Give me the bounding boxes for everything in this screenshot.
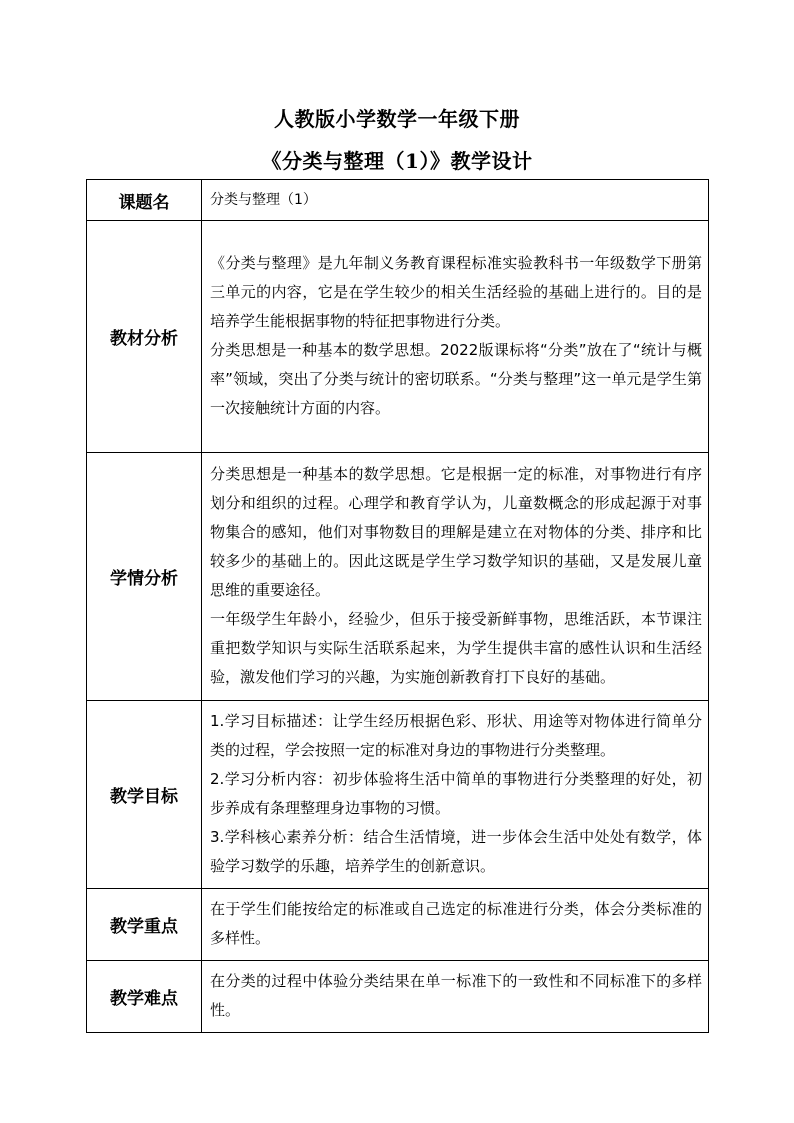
material-analysis-paragraph: 分类思想是一种基本的数学思想。2022版课标将“分类”放在了“统计与概率”领域，突出了分类与统计的密切联系。“分类与整理”这一单元是学生第一次接触统计方面的内容。 — [210, 341, 702, 417]
key-points-value: 在于学生们能按给定的标准或自己选定的标准进行分类，体会分类标准的多样性。 — [202, 889, 709, 961]
table-row-teaching-goals — [87, 701, 709, 889]
topic-label: 课题名 — [87, 180, 202, 221]
table-row-difficult-points — [87, 961, 709, 1033]
topic-value: 分类与整理（1） — [202, 180, 709, 221]
table-row-key-points — [87, 889, 709, 961]
student-analysis-content — [202, 453, 709, 701]
teaching-goal-item: 1.学习目标描述：让学生经历根据色彩、形状、用途等对物体进行简单分类的过程，学会按照一定的标准对身边的事物进行分类整理。 — [210, 712, 702, 759]
teaching-goal-item: 2.学习分析内容：初步体验将生活中简单的事物进行分类整理的好处，初步养成有条理整理身边事物的习惯。 — [210, 770, 702, 817]
key-points-label: 教学重点 — [87, 889, 202, 961]
difficult-points-value: 在分类的过程中体验分类结果在单一标准下的一致性和不同标准下的多样性。 — [202, 961, 709, 1033]
teaching-goals-content — [202, 701, 709, 889]
material-analysis-content — [202, 221, 709, 453]
material-analysis-paragraph: 《分类与整理》是九年制义务教育课程标准实验教科书一年级数学下册第三单元的内容，它是在学生较少的相关生活经验的基础上进行的。目的是培养学生能根据事物的特征把事物进行分类。 — [210, 254, 702, 330]
document-subtitle: 《分类与整理（1）》教学设计 — [261, 149, 533, 173]
difficult-points-label: 教学难点 — [87, 961, 202, 1033]
document-title: 人教版小学数学一年级下册 — [274, 107, 520, 131]
teaching-goal-item: 3.学科核心素养分析：结合生活情境，进一步体会生活中处处有数学，体验学习数学的乐趣，培养学生的创新意识。 — [210, 828, 702, 875]
table-row-material-analysis — [87, 221, 709, 453]
lesson-plan-table — [86, 179, 709, 1033]
table-row-topic — [87, 180, 709, 221]
student-analysis-paragraph: 一年级学生年龄小，经验少，但乐于接受新鲜事物，思维活跃，本节课注重把数学知识与实际生活联系起来，为学生提供丰富的感性认识和生活经验，激发他们学习的兴趣，为实施创新教育打下良好的基础。 — [210, 610, 702, 686]
table-row-student-analysis — [87, 453, 709, 701]
teaching-goals-label: 教学目标 — [87, 701, 202, 889]
student-analysis-paragraph: 分类思想是一种基本的数学思想。它是根据一定的标准，对事物进行有序划分和组织的过程。心理学和教育学认为，儿童数概念的形成起源于对事物集合的感知，他们对事物数目的理解是建立在对物体的分类、排序和比较多少的基础上的。因此这既是学生学习数学知识的基础，又是发展儿童思维的重要途径。 — [210, 465, 702, 599]
student-analysis-label: 学情分析 — [87, 453, 202, 701]
material-analysis-label: 教材分析 — [87, 221, 202, 453]
